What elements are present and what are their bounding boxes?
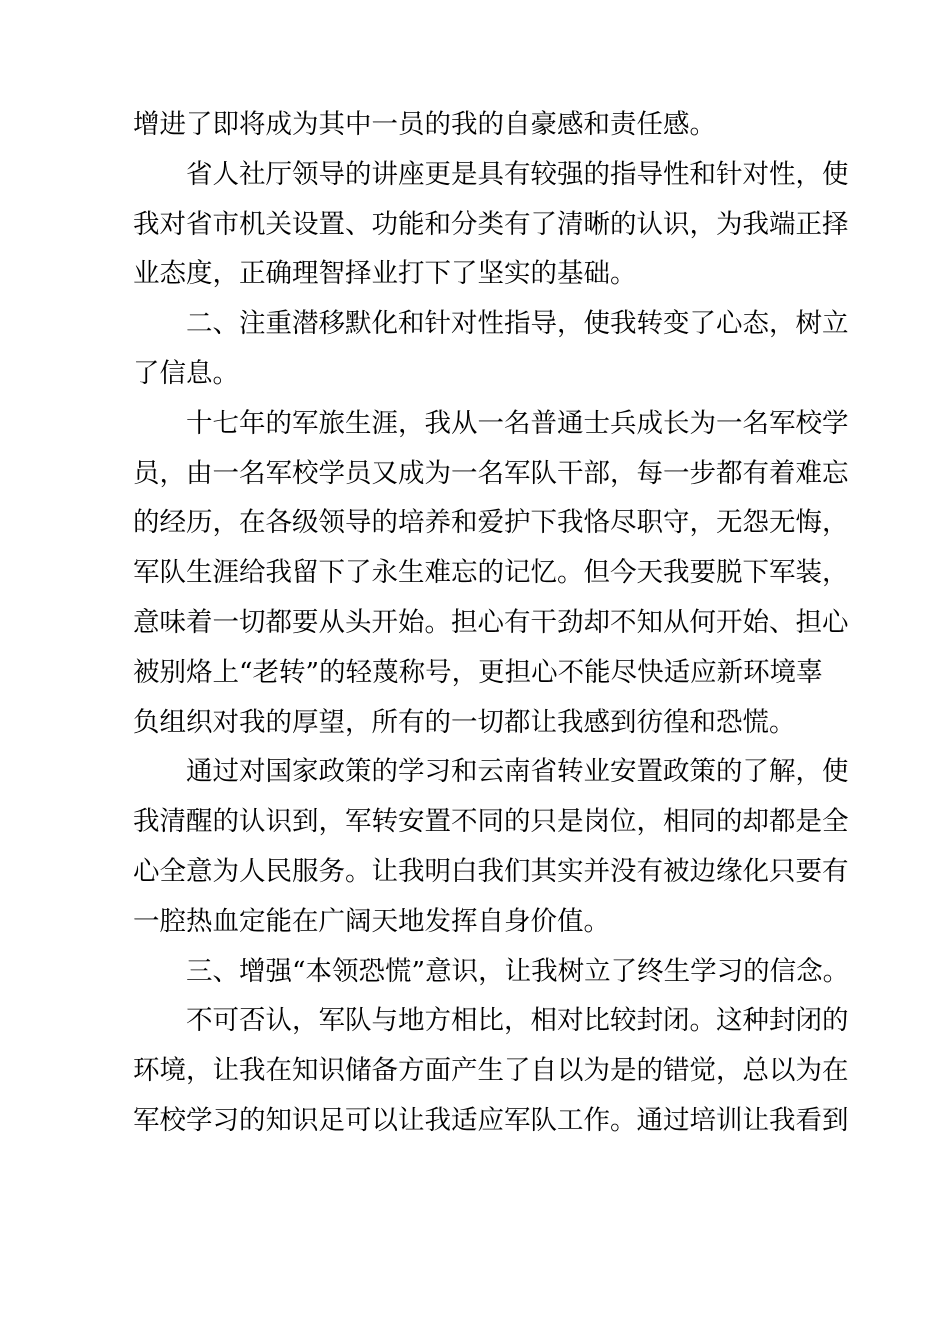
paragraph-start-line: 十七年的军旅生涯，我从一名普通士兵成长为一名军校学	[186, 407, 849, 439]
section-heading-two-cont: 了信息。	[133, 357, 239, 389]
paragraph-start-line: 不可否认，军队与地方相比，相对比较封闭。这种封闭的	[186, 1005, 849, 1037]
text-line: 军校学习的知识足可以让我适应军队工作。通过培训让我看到	[133, 1104, 849, 1136]
text-line: 增进了即将成为其中一员的我的自豪感和责任感。	[133, 109, 716, 140]
text-line: 环境，让我在知识储备方面产生了自以为是的错觉，总以为在	[133, 1055, 849, 1087]
text-line: 我清醒的认识到，军转安置不同的只是岗位，相同的却都是全	[133, 806, 849, 838]
paragraph-start-line: 省人社厅领导的讲座更是具有较强的指导性和针对性，使	[186, 158, 849, 190]
text-line: 被别烙上“老转”的轻蔑称号，更担心不能尽快适应新环境辜	[133, 656, 823, 688]
text-line: 军队生涯给我留下了永生难忘的记忆。但今天我要脱下军装，	[133, 557, 849, 589]
text-line: 心全意为人民服务。让我明白我们其实并没有被边缘化只要有	[133, 855, 849, 887]
text-line: 我对省市机关设置、功能和分类有了清晰的认识，为我端正择	[133, 208, 849, 240]
text-line: 意味着一切都要从头开始。担心有干劲却不知从何开始、担心	[133, 606, 849, 638]
section-heading-two: 二、注重潜移默化和针对性指导，使我转变了心态，树立	[186, 308, 849, 340]
paragraph-start-line: 通过对国家政策的学习和云南省转业安置政策的了解，使	[186, 756, 849, 788]
text-line: 的经历，在各级领导的培养和爱护下我恪尽职守，无怨无悔，	[133, 507, 849, 539]
document-body	[133, 100, 850, 1146]
text-line: 负组织对我的厚望，所有的一切都让我感到彷徨和恐慌。	[133, 706, 796, 738]
text-line: 业态度，正确理智择业打下了坚实的基础。	[133, 258, 637, 290]
text-line: 员，由一名军校学员又成为一名军队干部，每一步都有着难忘	[133, 457, 849, 489]
section-heading-three: 三、增强“本领恐慌”意识，让我树立了终生学习的信念。	[186, 955, 850, 987]
text-line: 一腔热血定能在广阔天地发挥自身价值。	[133, 905, 610, 937]
